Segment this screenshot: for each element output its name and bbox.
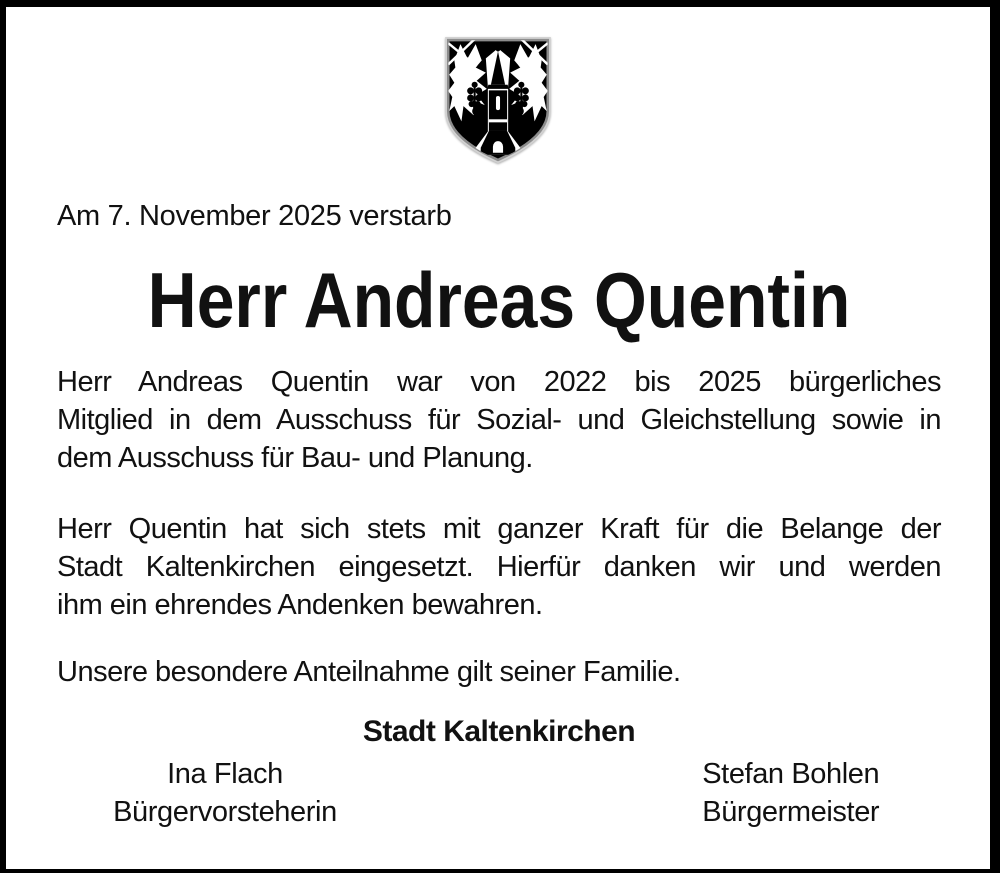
obituary-paragraph-1 <box>57 363 941 477</box>
signer-role: Bürgermeister <box>702 796 880 828</box>
paragraph-line: dem Ausschuss für Bau- und Planung. <box>57 442 533 474</box>
paragraph-line: Stadt Kaltenkirchen eingesetzt. Hierfür danken wir und werden <box>57 551 941 583</box>
signer-name: Ina Flach <box>167 758 283 790</box>
kaltenkirchen-coat-of-arms-icon <box>440 34 556 166</box>
paragraph-line: Mitglied in dem Ausschuss für Sozial- und Gleichstellung sowie in <box>57 404 941 436</box>
condolence-line: Unsere besondere Anteilnahme gilt seiner Familie. <box>57 656 681 688</box>
death-date-line: Am 7. November 2025 verstarb <box>57 200 452 232</box>
obituary-paragraph-2 <box>57 510 941 624</box>
paragraph-line: ihm ein ehrendes Andenken bewahren. <box>57 589 543 621</box>
paragraph-line: Herr Quentin hat sich stets mit ganzer Kraft für die Belange der <box>57 513 941 545</box>
signature-left <box>57 755 393 831</box>
signature-row <box>57 755 941 831</box>
crest-container <box>6 34 990 171</box>
signer-role: Bürgervorsteherin <box>113 796 337 828</box>
signer-name: Stefan Bohlen <box>702 758 880 790</box>
signature-right <box>640 755 941 831</box>
paragraph-line: Herr Andreas Quentin war von 2022 bis 2025 bürgerliches <box>57 366 941 398</box>
organization-name: Stadt Kaltenkirchen <box>362 715 636 748</box>
notice-body <box>6 198 990 831</box>
deceased-name: Herr Andreas Quentin <box>147 256 851 344</box>
